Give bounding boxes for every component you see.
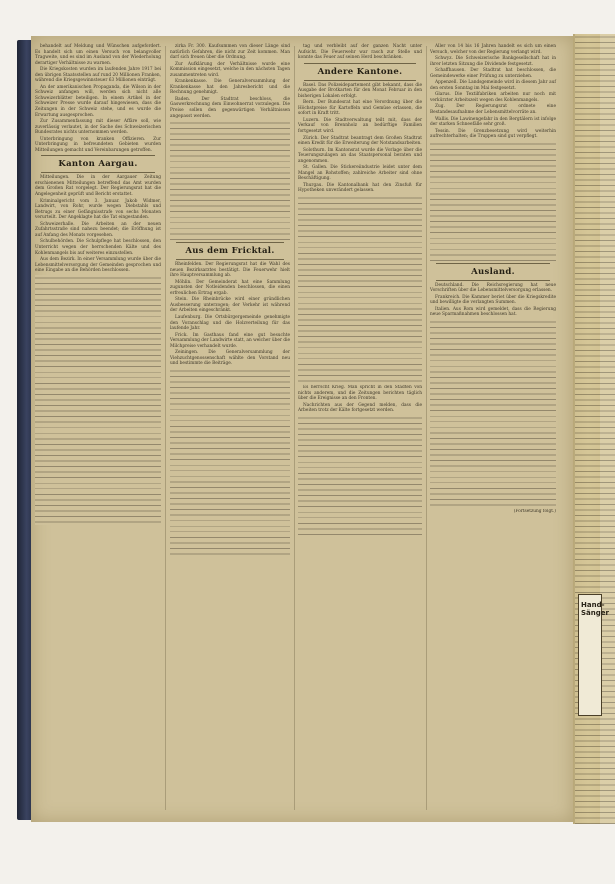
heading-kanton-aargau: Kanton Aargau. bbox=[58, 159, 138, 170]
heading-andere-kantone: Andere Kantone. bbox=[317, 66, 403, 77]
paragraph: Frankreich. Die Kammer beriet über die Kriegskredite und bewilligte die verlangten Summen. bbox=[430, 294, 556, 306]
adjacent-page bbox=[573, 34, 609, 824]
text-block bbox=[430, 141, 556, 261]
section-rule bbox=[176, 259, 284, 260]
paragraph: Es herrscht Krieg. Man spricht in den Städten von nichts anderem, und die Zeitungen berichten täglich über die Ereignisse an den Fronten. bbox=[298, 385, 422, 402]
paragraph: Baden. Der Stadtrat beschloss, die Gaswerkrechnung dem Einwohnerrat vorzulegen. Die Preise sollen den gegenwärtigen Verhältnissen angepasst werden. bbox=[170, 96, 290, 119]
paragraph: Thurgau. Die Kantonalbank hat den Zinsfuß für Hypotheken unverändert gelassen. bbox=[298, 182, 422, 194]
paragraph: Zürich. Der Stadtrat beantragt dem Großen Stadtrat einen Kredit für die Erweiterung der Notstandsarbeiten. bbox=[298, 135, 422, 147]
paragraph: Luzern. Die Stadtverwaltung teilt mit, dass der Verkauf von Brennholz an bedürftige Familien fortgesetzt wird. bbox=[298, 117, 422, 135]
paragraph: Stein. Die Rheinbrücke wird einer gründlichen Ausbesserung unterzogen; der Verkehr ist während der Arbeiten eingeschränkt. bbox=[170, 297, 290, 314]
paragraph: Schaffhausen. Der Stadtrat hat beschlossen, die Gemeindewerke einer Prüfung zu unterziehen. bbox=[430, 68, 556, 79]
heading-aus-dem-fricktal: Aus dem Fricktal. bbox=[185, 246, 275, 257]
section-rule bbox=[304, 63, 416, 64]
paragraph: Tessin. Die Grenzbesetzung wird weiterhin aufrechterhalten; die Truppen sind gut verpflegt. bbox=[430, 128, 556, 140]
paragraph: Appenzell. Die Landsgemeinde wird in diesem Jahr auf den ersten Sonntag im Mai festgesetzt. bbox=[430, 80, 556, 91]
paragraph: Unterbringung von kranken Offizieren. Zur Unterbringung in befreundeten Gebieten wurden Mitteilungen gemacht und Vereinbarungen getroffen. bbox=[35, 136, 161, 153]
paragraph: Frick. Im Gasthaus fand eine gut besuchte Versammlung der Landwirte statt, an welcher über die Milchpreise verhandelt wurde. bbox=[170, 332, 290, 349]
text-block bbox=[298, 195, 422, 385]
section-rule bbox=[176, 242, 284, 243]
paragraph: Mitteilungen. Die in der Aargauer Zeitung erschienenen Mitteilungen betreffend das Amt wurden dem Großen Rat vorgelegt. Der Regierungsrat hat die Angelegenheit geprüft und Bericht erstattet. bbox=[35, 175, 161, 198]
paragraph: Basel. Das Polizeidepartement gibt bekannt, dass die Ausgabe der Brotkarten für den Monat Februar in den bisherigen Lokalen erfolgt. bbox=[298, 82, 422, 99]
text-block bbox=[298, 415, 422, 535]
section-rule bbox=[436, 280, 550, 281]
paragraph: Rheinfelden. Der Regierungsrat hat die Wahl des neuen Bezirksarztes bestätigt. Die Feuerwehr hielt ihre Hauptversammlung ab. bbox=[170, 262, 290, 279]
column-2 bbox=[170, 44, 290, 812]
text-block bbox=[170, 368, 290, 558]
column-separator bbox=[294, 46, 295, 810]
heading-ausland: Ausland. bbox=[471, 266, 515, 277]
column-separator bbox=[165, 46, 166, 810]
newspaper-page bbox=[31, 36, 573, 822]
paragraph: Die Kriegskosten wurden im laufenden Jahre 1917 bei den übrigen Staatsstellen auf rund 20 Millionen Franken, während die Kriegsgewinnsteuer 63 Millionen einträgt. bbox=[35, 67, 161, 84]
paragraph: Laufenburg. Die Ortsbürgergemeinde genehmigte den Voranschlag und die Holzverteilung für das laufende Jahr. bbox=[170, 315, 290, 332]
section-rule bbox=[436, 263, 550, 264]
paragraph: Zug. Der Regierungsrat ordnete eine Bestandesaufnahme der Lebensmittelvorräte an. bbox=[430, 104, 556, 116]
section-rule bbox=[41, 172, 155, 173]
paragraph: Solothurn. Im Kantonsrat wurde die Vorlage über die Teuerungszulagen an das Staatspersonal beraten und angenommen. bbox=[298, 147, 422, 164]
paragraph: Schweizerhalle. Die Arbeiten an der neuen Zufahrtsstraße sind nahezu beendet; die Eröffnung ist auf Anfang des Monats vorgesehen. bbox=[35, 221, 161, 238]
paragraph: Glarus. Die Textilfabriken arbeiten nur noch mit verkürzter Arbeitszeit wegen des Kohlenmangels. bbox=[430, 92, 556, 103]
paragraph: Deutschland. Die Reichsregierung hat neue Vorschriften über die Lebensmittelversorgung erlassen. bbox=[430, 282, 556, 294]
paragraph: Schwyz. Die Schweizerische Bankgesellschaft hat in ihrer letzten Sitzung die Dividende festgesetzt. bbox=[430, 56, 556, 67]
paragraph: Zur Zusammenfassung mit dieser Affäre soll, wie zuverlässig verlautet, in der Sache des Schweizerischen Bundesrates nichts unternommen werden. bbox=[35, 119, 161, 136]
text-block bbox=[35, 275, 161, 525]
text-block bbox=[170, 120, 290, 240]
paragraph: Wallis. Die Lawinengefahr in den Bergtälern ist infolge der starken Schneefälle sehr groß. bbox=[430, 116, 556, 128]
paragraph: Kriminalgericht vom 3. Januar. Jakob Widmer, Landwirt, von Rohr, wurde wegen Diebstahls und Betrugs zu einer Gefängnisstrafe von sechs Monaten verurteilt. Der Angeklagte hat die Tat eingestanden. bbox=[35, 198, 161, 221]
column-separator bbox=[426, 46, 427, 810]
paragraph: Zur Aufklärung der Verhältnisse wurde eine Kommission eingesetzt, welche in den nächsten Tagen zusammentreten wird. bbox=[170, 61, 290, 78]
column-4 bbox=[430, 44, 556, 812]
paragraph: Nachrichten aus der Gegend melden, dass die Arbeiten trotz der Kälte fortgesetzt werden. bbox=[298, 402, 422, 414]
paragraph: tag und verbleibt auf der ganzen Nacht unter Aufsicht. Die Feuerwehr war rasch zur Stelle und konnte das Feuer auf seinen Herd beschränken. bbox=[298, 44, 422, 61]
section-rule bbox=[41, 155, 155, 156]
advertisement-box bbox=[578, 594, 609, 716]
paragraph: Möhlin. Der Gemeinderat hat eine Sammlung zugunsten der Notleidenden beschlossen, die einen erfreulichen Ertrag ergab. bbox=[170, 279, 290, 296]
paragraph: An der amerikanischen Propaganda, die Wilson in der Schweiz anfangen will, werden sich nicht alle Schweizerblätter beteiligen. In einem Artikel in der Schweizer Presse wurde darauf hingewiesen, dass die Zeitungen in der Schweiz stehe, und es wurde die Erwartung ausgesprochen. bbox=[35, 84, 161, 118]
paragraph: Zeiningen. Die Generalversammlung der Viehzuchtgenossenschaft wählte den Vorstand neu und bestimmte die Beiträge. bbox=[170, 350, 290, 367]
section-rule bbox=[304, 80, 416, 81]
paragraph: Aus dem Bezirk. In einer Versammlung wurde über die Lebensmittelversorgung der Gemeinden gesprochen und eine Eingabe an die Behörden beschlossen. bbox=[35, 257, 161, 274]
column-1 bbox=[35, 44, 161, 812]
advertisement-text: Hand-Sänger bbox=[581, 601, 609, 617]
paragraph: Krankenkasse. Die Generalversammlung der Krankenkasse hat den Jahresbericht und die Rechnung genehmigt. bbox=[170, 79, 290, 96]
paragraph: Aller von 14 bis 16 Jahren handelt es sich um einen Versuch, welcher von der Regierung verlangt wird. bbox=[430, 44, 556, 55]
paragraph: Bern. Der Bundesrat hat eine Verordnung über die Höchstpreise für Kartoffeln und Gemüse erlassen, die sofort in Kraft tritt. bbox=[298, 100, 422, 117]
column-3 bbox=[298, 44, 422, 812]
continuation-note: (Fortsetzung folgt.) bbox=[513, 509, 556, 515]
paragraph: Italien. Aus Rom wird gemeldet, dass die Regierung neue Sparmaßnahmen beschlossen hat. bbox=[430, 306, 556, 318]
paragraph: behandelt auf Meldung und Wünschen aufgefordert. Es handelt sich um einen Versuch von belangvoller Tragweite, und es sind im Ausland von der Wiederholung derartiger Verhältnisse zu warnen. bbox=[35, 44, 161, 66]
paragraph: St. Gallen. Die Stickereiindustrie leidet unter dem Mangel an Rohstoffen; zahlreiche Arbeiter sind ohne Beschäftigung. bbox=[298, 165, 422, 182]
paragraph: Schulbehörden. Die Schulpflege hat beschlossen, den Unterricht wegen der herrschenden Kälte und des Kohlenmangels bis auf weiteres einzustellen. bbox=[35, 239, 161, 256]
text-block bbox=[430, 319, 556, 509]
paragraph: zirka Fr. 300. Kaufsummen von dieser Länge sind natürlich Gefahren, die nicht zur Zeit kommen. Man darf sich freuen über die Ordnung. bbox=[170, 44, 290, 61]
